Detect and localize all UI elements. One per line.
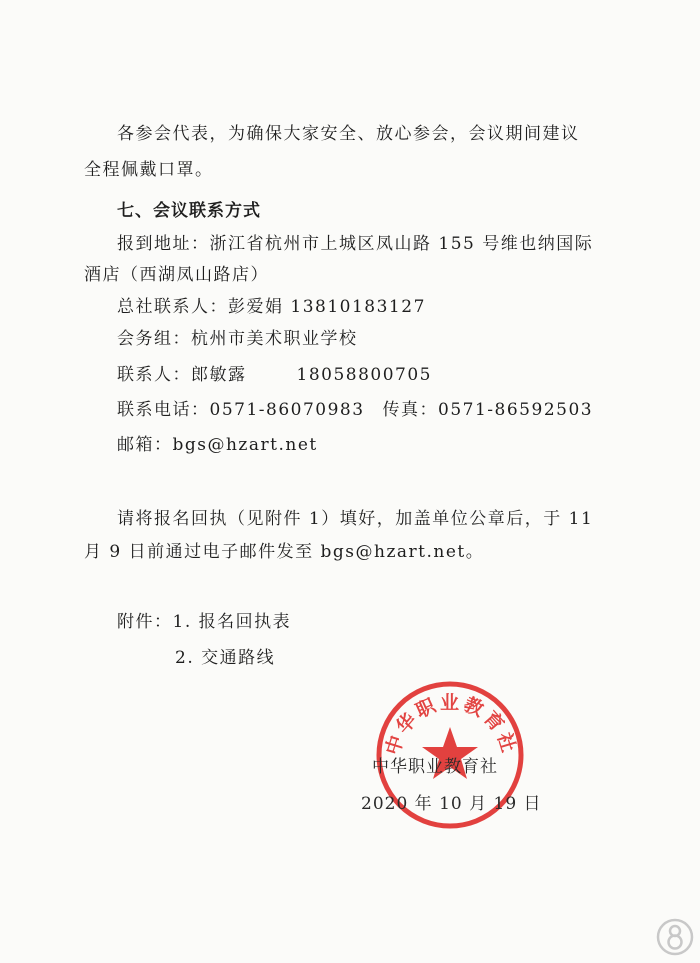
contact-person-phone: 18058800705 <box>296 365 432 385</box>
contact-person <box>117 365 432 385</box>
signature-date: 2020 年 10 月 19 日 <box>361 794 542 814</box>
phone-number: 联系电话：0571-86070983 <box>117 400 365 420</box>
paragraph-line: 各参会代表，为确保大家安全、放心参会，会议期间建议 <box>117 124 580 144</box>
attachments-label: 附件： <box>117 612 173 632</box>
attachment-item: 2. 交通路线 <box>175 648 276 668</box>
section-heading: 七、会议联系方式 <box>117 201 261 221</box>
attachments-line <box>117 612 291 632</box>
address-line: 酒店（西湖凤山路店） <box>84 265 269 285</box>
paragraph-line: 全程佩戴口罩。 <box>84 160 214 180</box>
contact-person-label: 联系人：郎敏露 <box>117 365 247 385</box>
contact-phone-fax <box>117 400 593 420</box>
affairs-group: 会务组：杭州市美术职业学校 <box>117 329 358 349</box>
number-8-circle-icon <box>655 917 695 957</box>
email-line: 邮箱：bgs@hzart.net <box>117 435 318 455</box>
fax-number: 传真：0571-86592503 <box>382 400 594 420</box>
address-line: 报到地址：浙江省杭州市上城区凤山路 155 号维也纳国际 <box>117 234 594 254</box>
signature-org: 中华职业教育社 <box>372 757 498 777</box>
hq-contact: 总社联系人：彭爱娟 13810183127 <box>117 297 426 317</box>
attachment-item: 1. 报名回执表 <box>172 612 292 632</box>
request-line: 请将报名回执（见附件 1）填好，加盖单位公章后，于 11 <box>117 509 594 529</box>
seal-text: 中华职业教育社 <box>381 691 521 758</box>
request-line: 月 9 日前通过电子邮件发至 bgs@hzart.net。 <box>84 542 485 562</box>
